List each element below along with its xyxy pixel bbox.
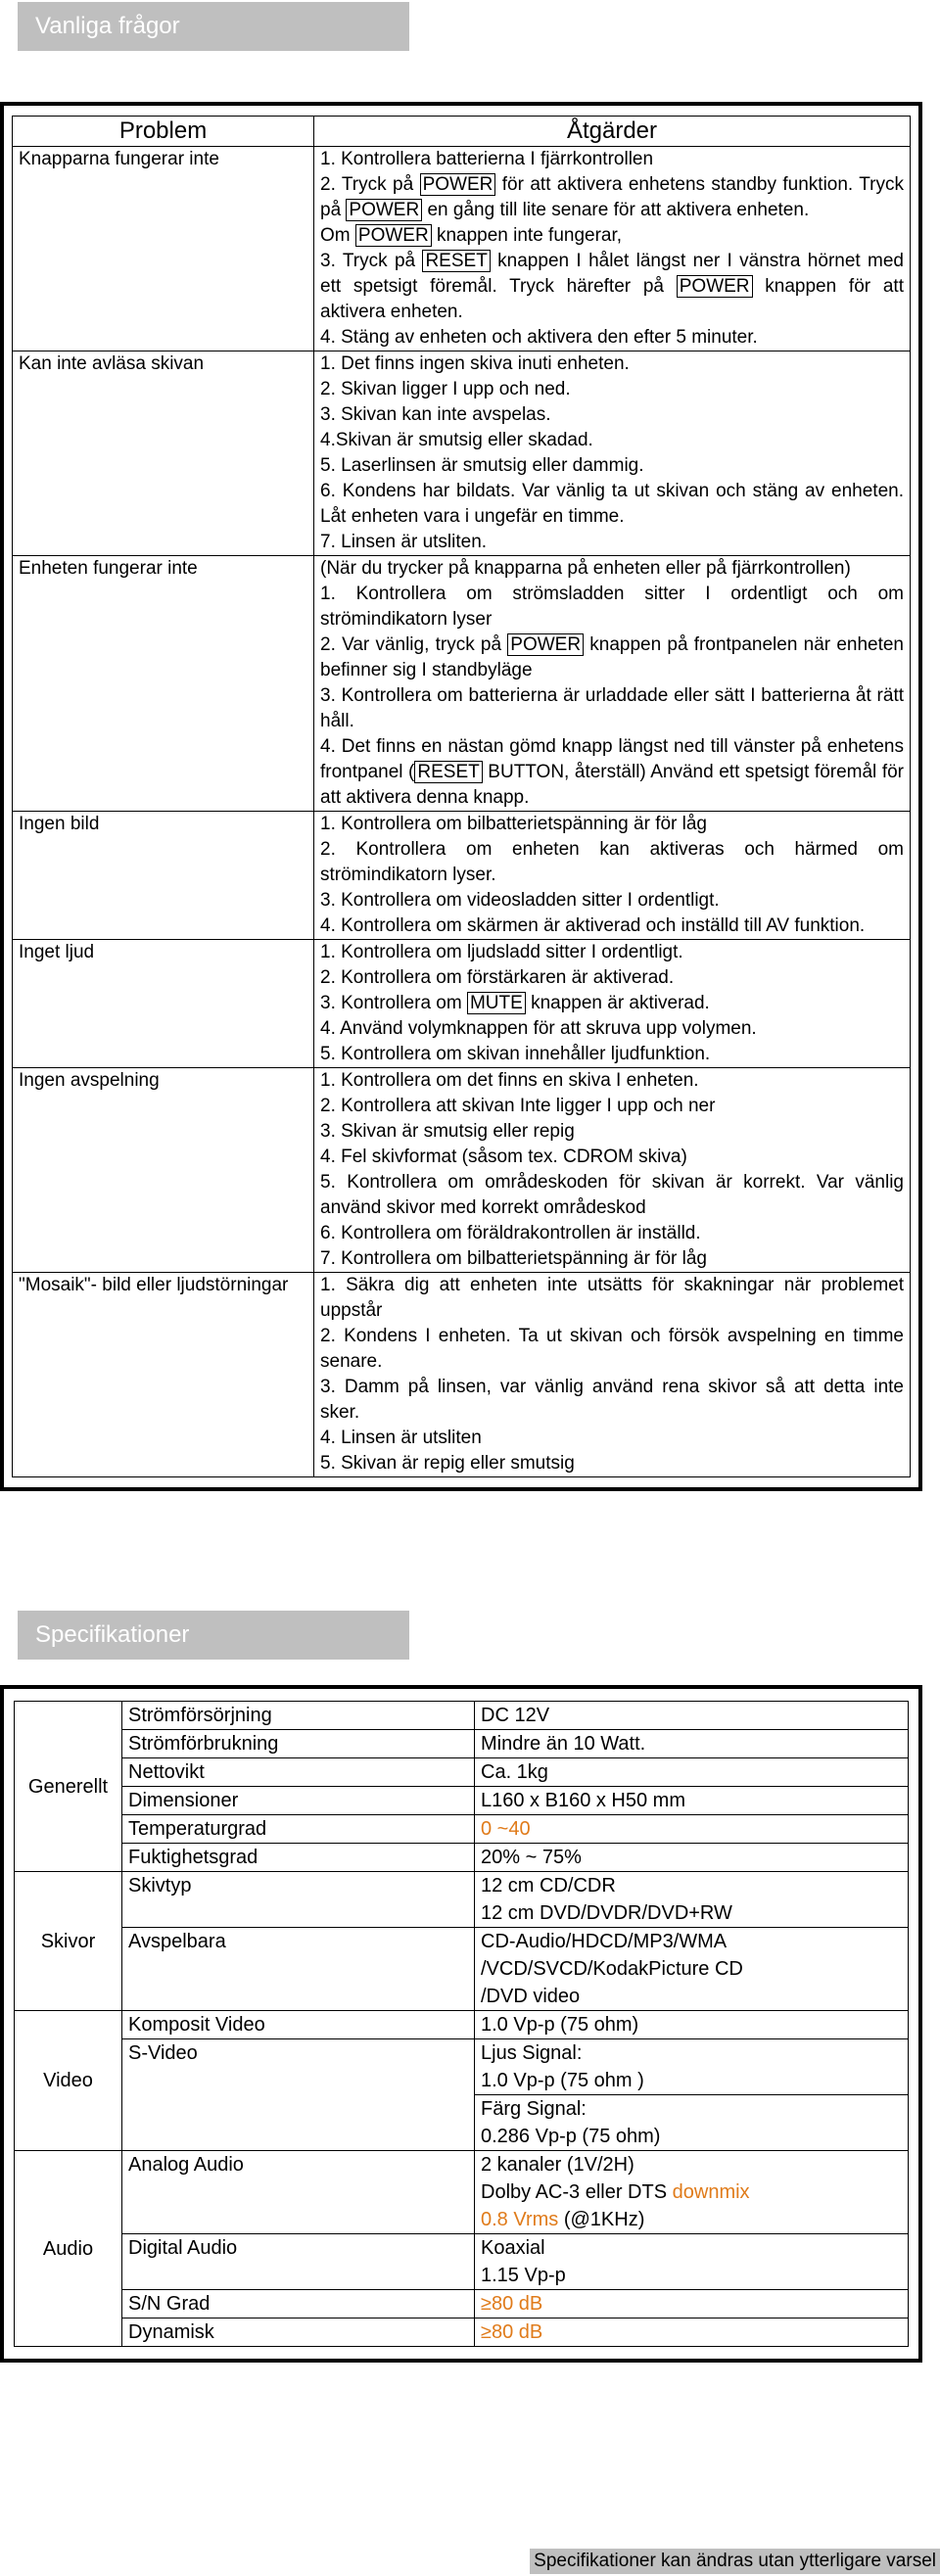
action-item: 1. Säkra dig att enheten inte utsätts för skakningar när problemet uppstår [320, 1275, 904, 1321]
actions-cell [314, 1068, 911, 1273]
table-row [13, 1068, 911, 1273]
spec-value: 1.0 Vp-p (75 ohm) [475, 2011, 909, 2039]
actions-cell [314, 556, 911, 812]
spec-value-line: Ljus Signal: [481, 2042, 583, 2064]
action-item: 5. Kontrollera om områdeskoden för skivan är korrekt. Var vänlig använd skivor med korrekt områdeskod [320, 1172, 904, 1218]
table-row [15, 2039, 909, 2095]
action-item: 5. Kontrollera om skivan innehåller ljudfunktion. [320, 1044, 711, 1064]
table-row [15, 1815, 909, 1844]
table-row [15, 1928, 909, 2011]
table-row [15, 2011, 909, 2039]
spec-label: Temperaturgrad [122, 1815, 475, 1844]
action-item: 4. Fel skivformat (såsom tex. CDROM skiva) [320, 1147, 687, 1167]
spec-group-video: Video [15, 2011, 122, 2151]
action-item: 6. Kondens har bildats. Var vänlig ta ut skivan och stäng av enheten. Låt enheten vara i ungefär en timme. [320, 481, 904, 527]
spec-value-line: Färg Signal: [481, 2098, 587, 2120]
spec-value [475, 2095, 909, 2151]
spec-value-line: /VCD/SVCD/KodakPicture CD [481, 1958, 743, 1980]
action-item: 4. Det finns en nästan gömd knapp längst ned till vänster på enhetens frontpanel ( RESET BUTTON, återställ) Använd ett spetsigt föremål för att aktivera denna knapp. [320, 736, 904, 808]
problem-cell: Ingen avspelning [13, 1068, 314, 1273]
spec-value-line: CD-Audio/HDCD/MP3/WMA [481, 1931, 728, 1952]
actions-cell [314, 812, 911, 940]
spec-value: L160 x B160 x H50 mm [475, 1787, 909, 1815]
table-row [15, 1702, 909, 1730]
table-row [15, 1872, 909, 1928]
action-item: 2. Kontrollera om enheten kan aktiveras och härmed om strömindikatorn lyser. [320, 839, 904, 885]
reset-key-label: RESET [414, 761, 482, 783]
spec-value-line: Koaxial [481, 2237, 545, 2259]
action-item: 3. Kontrollera om batterierna är urladdade eller sätt I batterierna åt rätt håll. [320, 685, 904, 731]
action-item: 3. Skivan är smutsig eller repig [320, 1121, 575, 1142]
spec-value-text: Dolby AC-3 eller DTS [481, 2181, 673, 2203]
power-key-label: POWER [507, 633, 584, 656]
action-item: 1. Kontrollera om det finns en skiva I enheten. [320, 1070, 699, 1091]
table-row [13, 351, 911, 556]
spec-group-general: Generellt [15, 1702, 122, 1872]
spec-label: Komposit Video [122, 2011, 475, 2039]
action-item: 2. Var vänlig, tryck på POWER knappen på frontpanelen när enheten befinner sig I standbyläge [320, 634, 904, 680]
spec-label: Strömförbrukning [122, 1730, 475, 1758]
spec-value: DC 12V [475, 1702, 909, 1730]
table-row [13, 1273, 911, 1477]
action-item: 1. Kontrollera batterierna I fjärrkontrollen [320, 149, 654, 169]
spec-value: 20% ~ 75% [475, 1844, 909, 1872]
footer-note: Specifikationer kan ändras utan ytterligare varsel [530, 2549, 940, 2574]
spec-label: Digital Audio [122, 2234, 475, 2290]
action-item: 7. Kontrollera om bilbatterietspänning är för låg [320, 1248, 708, 1269]
table-row [13, 556, 911, 812]
action-item: 2. Skivan ligger I upp och ned. [320, 379, 571, 399]
power-key-label: POWER [677, 275, 753, 298]
action-item: 1. Det finns ingen skiva inuti enheten. [320, 353, 630, 374]
actions-cell [314, 1273, 911, 1477]
action-item: 1. Kontrollera om ljudsladd sitter I ordentligt. [320, 942, 683, 962]
actions-cell [314, 147, 911, 351]
spec-table [14, 1701, 909, 2347]
problem-cell: Knapparna fungerar inte [13, 147, 314, 351]
action-item: 2. Kontrollera att skivan Inte ligger I upp och ner [320, 1096, 716, 1116]
mute-key-label: MUTE [467, 992, 526, 1014]
power-key-label: POWER [420, 173, 496, 196]
action-item: 6. Kontrollera om föräldrakontrollen är inställd. [320, 1223, 701, 1243]
spec-value [475, 2234, 909, 2290]
table-row [15, 1758, 909, 1787]
spec-value-highlight: downmix [672, 2181, 750, 2203]
spec-value: 0 ~40 [475, 1815, 909, 1844]
spec-label: Skivtyp [122, 1872, 475, 1928]
spec-value: ≥80 dB [475, 2290, 909, 2318]
action-item: 4. Stäng av enheten och aktivera den efter 5 minuter. [320, 327, 758, 348]
spec-value-line: 1.15 Vp-p [481, 2265, 566, 2286]
action-item: 4. Använd volymknappen för att skruva upp volymen. [320, 1018, 757, 1039]
action-item: 3. Skivan kan inte avspelas. [320, 404, 551, 425]
action-item: 4. Linsen är utsliten [320, 1428, 482, 1448]
spec-value-text: (@1KHz) [558, 2209, 645, 2230]
action-item: 5. Laserlinsen är smutsig eller dammig. [320, 455, 644, 476]
table-row [15, 2318, 909, 2347]
spec-heading: Specifikationer [18, 1611, 409, 1660]
action-item: (När du trycker på knapparna på enheten eller på fjärrkontrollen) [320, 558, 851, 579]
spec-value-line: 0.286 Vp-p (75 ohm) [481, 2126, 661, 2147]
spec-value: Ca. 1kg [475, 1758, 909, 1787]
actions-cell [314, 351, 911, 556]
spec-value-line [481, 2206, 902, 2233]
spec-label: S/N Grad [122, 2290, 475, 2318]
table-row [15, 1730, 909, 1758]
spec-value-line [481, 2178, 902, 2206]
spec-label: Nettovikt [122, 1758, 475, 1787]
action-item: 3. Tryck på RESET knappen I hålet längst ner I vänstra hörnet med ett spetsigt föremål. Tryck härefter på POWER knappen för att aktivera enheten. [320, 251, 904, 322]
problem-cell: Ingen bild [13, 812, 314, 940]
table-row [13, 812, 911, 940]
problem-column-header: Problem [13, 117, 314, 147]
action-item: 4. Kontrollera om skärmen är aktiverad och inställd till AV funktion. [320, 915, 866, 936]
spec-value [475, 2151, 909, 2234]
actions-column-header: Åtgärder [314, 117, 911, 147]
spec-group-discs: Skivor [15, 1872, 122, 2011]
faq-header-row [13, 117, 911, 147]
problem-cell: "Mosaik"- bild eller ljudstörningar [13, 1273, 314, 1477]
problem-cell: Kan inte avläsa skivan [13, 351, 314, 556]
spec-label: Dimensioner [122, 1787, 475, 1815]
spec-group-audio: Audio [15, 2151, 122, 2347]
action-item: Om POWER knappen inte fungerar, [320, 225, 623, 246]
action-item: 1. Kontrollera om bilbatterietspänning är för låg [320, 814, 708, 834]
table-row [13, 147, 911, 351]
power-key-label: POWER [355, 224, 432, 247]
action-item: 3. Kontrollera om videosladden sitter I ordentligt. [320, 890, 720, 911]
spec-label: Fuktighetsgrad [122, 1844, 475, 1872]
spec-label: Dynamisk [122, 2318, 475, 2347]
table-row [15, 1787, 909, 1815]
table-row [15, 2151, 909, 2234]
spec-label: Analog Audio [122, 2151, 475, 2234]
actions-cell [314, 940, 911, 1068]
faq-table-frame [0, 102, 922, 1491]
action-item: 1. Kontrollera om strömsladden sitter I ordentligt och om strömindikatorn lyser [320, 584, 904, 630]
action-item: 3. Kontrollera om MUTE knappen är aktiverad. [320, 993, 710, 1013]
action-item: 4.Skivan är smutsig eller skadad. [320, 430, 593, 450]
table-row [13, 940, 911, 1068]
table-row [15, 2234, 909, 2290]
action-item: 7. Linsen är utsliten. [320, 532, 488, 552]
table-row [15, 2290, 909, 2318]
action-item: 3. Damm på linsen, var vänlig använd rena skivor så att detta inte sker. [320, 1377, 904, 1423]
spec-table-frame [0, 1685, 922, 2363]
faq-table [12, 116, 911, 1477]
spec-value [475, 1928, 909, 2011]
spec-value: ≥80 dB [475, 2318, 909, 2347]
problem-cell: Enheten fungerar inte [13, 556, 314, 812]
faq-heading: Vanliga frågor [18, 2, 409, 51]
spec-value: Mindre än 10 Watt. [475, 1730, 909, 1758]
spec-value-line: 2 kanaler (1V/2H) [481, 2154, 634, 2176]
spec-value [475, 1872, 909, 1928]
power-key-label: POWER [346, 199, 422, 221]
reset-key-label: RESET [422, 250, 490, 272]
spec-value-line: 1.0 Vp-p (75 ohm ) [481, 2070, 644, 2091]
action-item: 2. Kontrollera om förstärkaren är aktiverad. [320, 967, 675, 988]
action-item: 2. Kondens I enheten. Ta ut skivan och försök avspelning en timme senare. [320, 1326, 904, 1372]
spec-value-highlight: 0.8 Vrms [481, 2209, 559, 2230]
action-item: 5. Skivan är repig eller smutsig [320, 1453, 575, 1474]
problem-cell: Inget ljud [13, 940, 314, 1068]
table-row [15, 1844, 909, 1872]
spec-label: Strömförsörjning [122, 1702, 475, 1730]
spec-value-line: 12 cm DVD/DVDR/DVD+RW [481, 1902, 732, 1924]
spec-value [475, 2039, 909, 2095]
spec-label: Avspelbara [122, 1928, 475, 2011]
action-item: 2. Tryck på POWER för att aktivera enhetens standby funktion. Tryck på POWER en gång till lite senare för att aktivera enheten. [320, 174, 904, 220]
spec-value-line: 12 cm CD/CDR [481, 1875, 616, 1897]
spec-value-line: /DVD video [481, 1986, 581, 2007]
spec-label: S-Video [122, 2039, 475, 2151]
